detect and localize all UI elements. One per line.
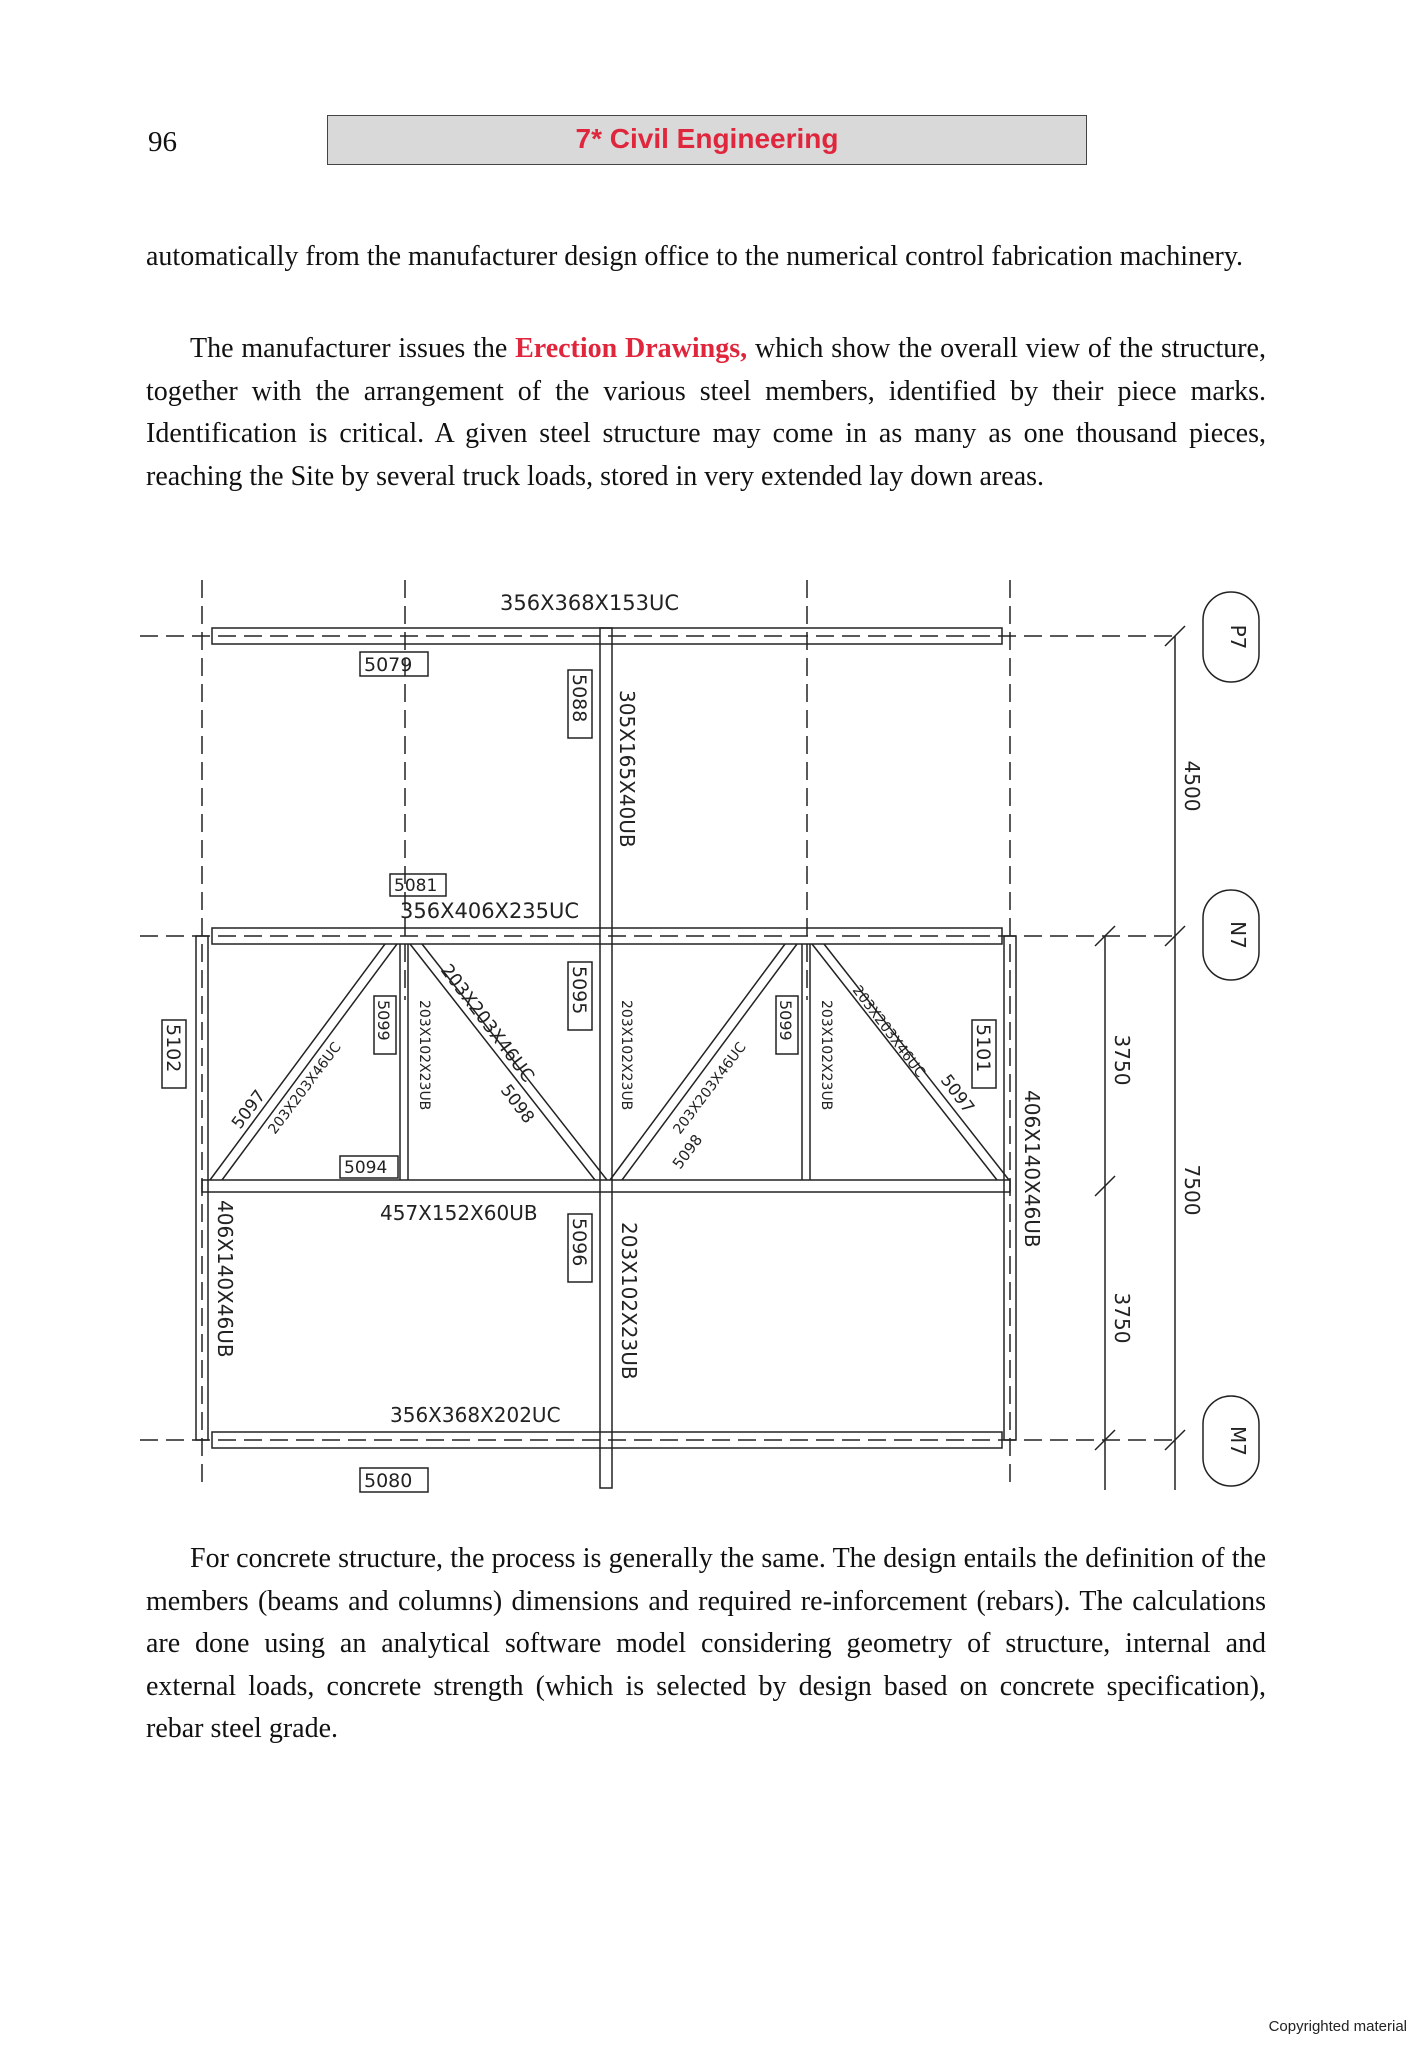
dimension-4500: 4500: [1180, 760, 1204, 812]
section-vert-right: 203X102X23UB: [818, 1000, 834, 1111]
section-bottom-beam: 356X368X202UC: [390, 1403, 561, 1427]
mark-5099-right: 5099: [776, 1000, 795, 1041]
page-number: 96: [148, 126, 177, 158]
mark-5095: 5095: [568, 966, 590, 1015]
paragraph-3: For concrete structure, the process is generally the same. The design entails the definition of the members (beams and columns) dimensions and required re-inforcement (rebars). The calculations are done using an analytical software model considering geometry of structure, internal and external loads, concrete strength (which is selected by design based on concrete specification), rebar steel grade.: [146, 1543, 1266, 1744]
chapter-title: 7* Civil Engineering: [575, 123, 839, 154]
mark-5098-left: 5098: [496, 1080, 539, 1128]
dimension-3750-upper: 3750: [1110, 1034, 1134, 1086]
grid-label-n7: N7: [1226, 921, 1250, 949]
grid-label-m7: M7: [1226, 1426, 1250, 1456]
section-top-beam: 356X368X153UC: [500, 591, 680, 615]
mark-5097-right: 5097: [936, 1070, 979, 1118]
paragraph-1: automatically from the manufacturer design office to the numerical control fabrication machinery.: [146, 241, 1244, 272]
erection-drawing: [140, 570, 1280, 1500]
mark-5088: 5088: [568, 674, 590, 723]
paragraph-2: [146, 328, 1266, 498]
copyright-footer: Copyrighted material: [1268, 2018, 1407, 2035]
section-vert-left: 203X102X23UB: [416, 1000, 432, 1111]
section-lower-beam: 457X152X60UB: [380, 1201, 538, 1225]
section-lower-mid: 203X102X23UB: [617, 1222, 641, 1380]
mark-5097-left: 5097: [228, 1086, 271, 1134]
mark-5102: 5102: [162, 1024, 184, 1073]
section-diag-right: 203X203X46UC: [848, 982, 929, 1081]
mark-5099-left: 5099: [374, 1000, 393, 1041]
section-left-col: 406X140X46UB: [213, 1200, 237, 1358]
mark-5094: 5094: [344, 1158, 388, 1178]
section-upper-mid-beam: 305X165X40UB: [615, 690, 639, 848]
section-diag-small-right: 203X203X46UC: [670, 1039, 750, 1138]
section-vert-mid: 203X102X23UB: [618, 1000, 634, 1111]
mark-5096: 5096: [568, 1218, 590, 1267]
section-diag-upper: 203X203X46UC: [436, 960, 539, 1087]
grid-label-p7: P7: [1226, 624, 1250, 650]
paragraph-2-start: The manufacturer issues the: [190, 333, 516, 364]
section-right-col: 406X140X46UB: [1020, 1090, 1044, 1248]
paragraph-2-end: which show the overall view of the structure, together with the arrangement of the various steel members, identified by their piece marks. Identification is critical. A given steel structure may come in as many as one thousand pieces, reaching the Site by several truck loads, stored in very extended lay down areas.: [146, 333, 1266, 492]
dimension-3750-lower: 3750: [1110, 1292, 1134, 1344]
mark-5098-right: 5098: [668, 1131, 707, 1173]
erection-drawings-term: Erection Drawings,: [515, 333, 748, 364]
mark-5079: 5079: [364, 654, 413, 676]
dimension-7500: 7500: [1180, 1164, 1204, 1216]
mark-5101: 5101: [972, 1024, 994, 1073]
section-diag-small-left: 203X203X46UC: [265, 1039, 345, 1138]
section-main-beam: 356X406X235UC: [400, 899, 580, 923]
chapter-header: [327, 115, 1087, 165]
mark-5081: 5081: [394, 876, 438, 896]
mark-5080: 5080: [364, 1470, 413, 1492]
